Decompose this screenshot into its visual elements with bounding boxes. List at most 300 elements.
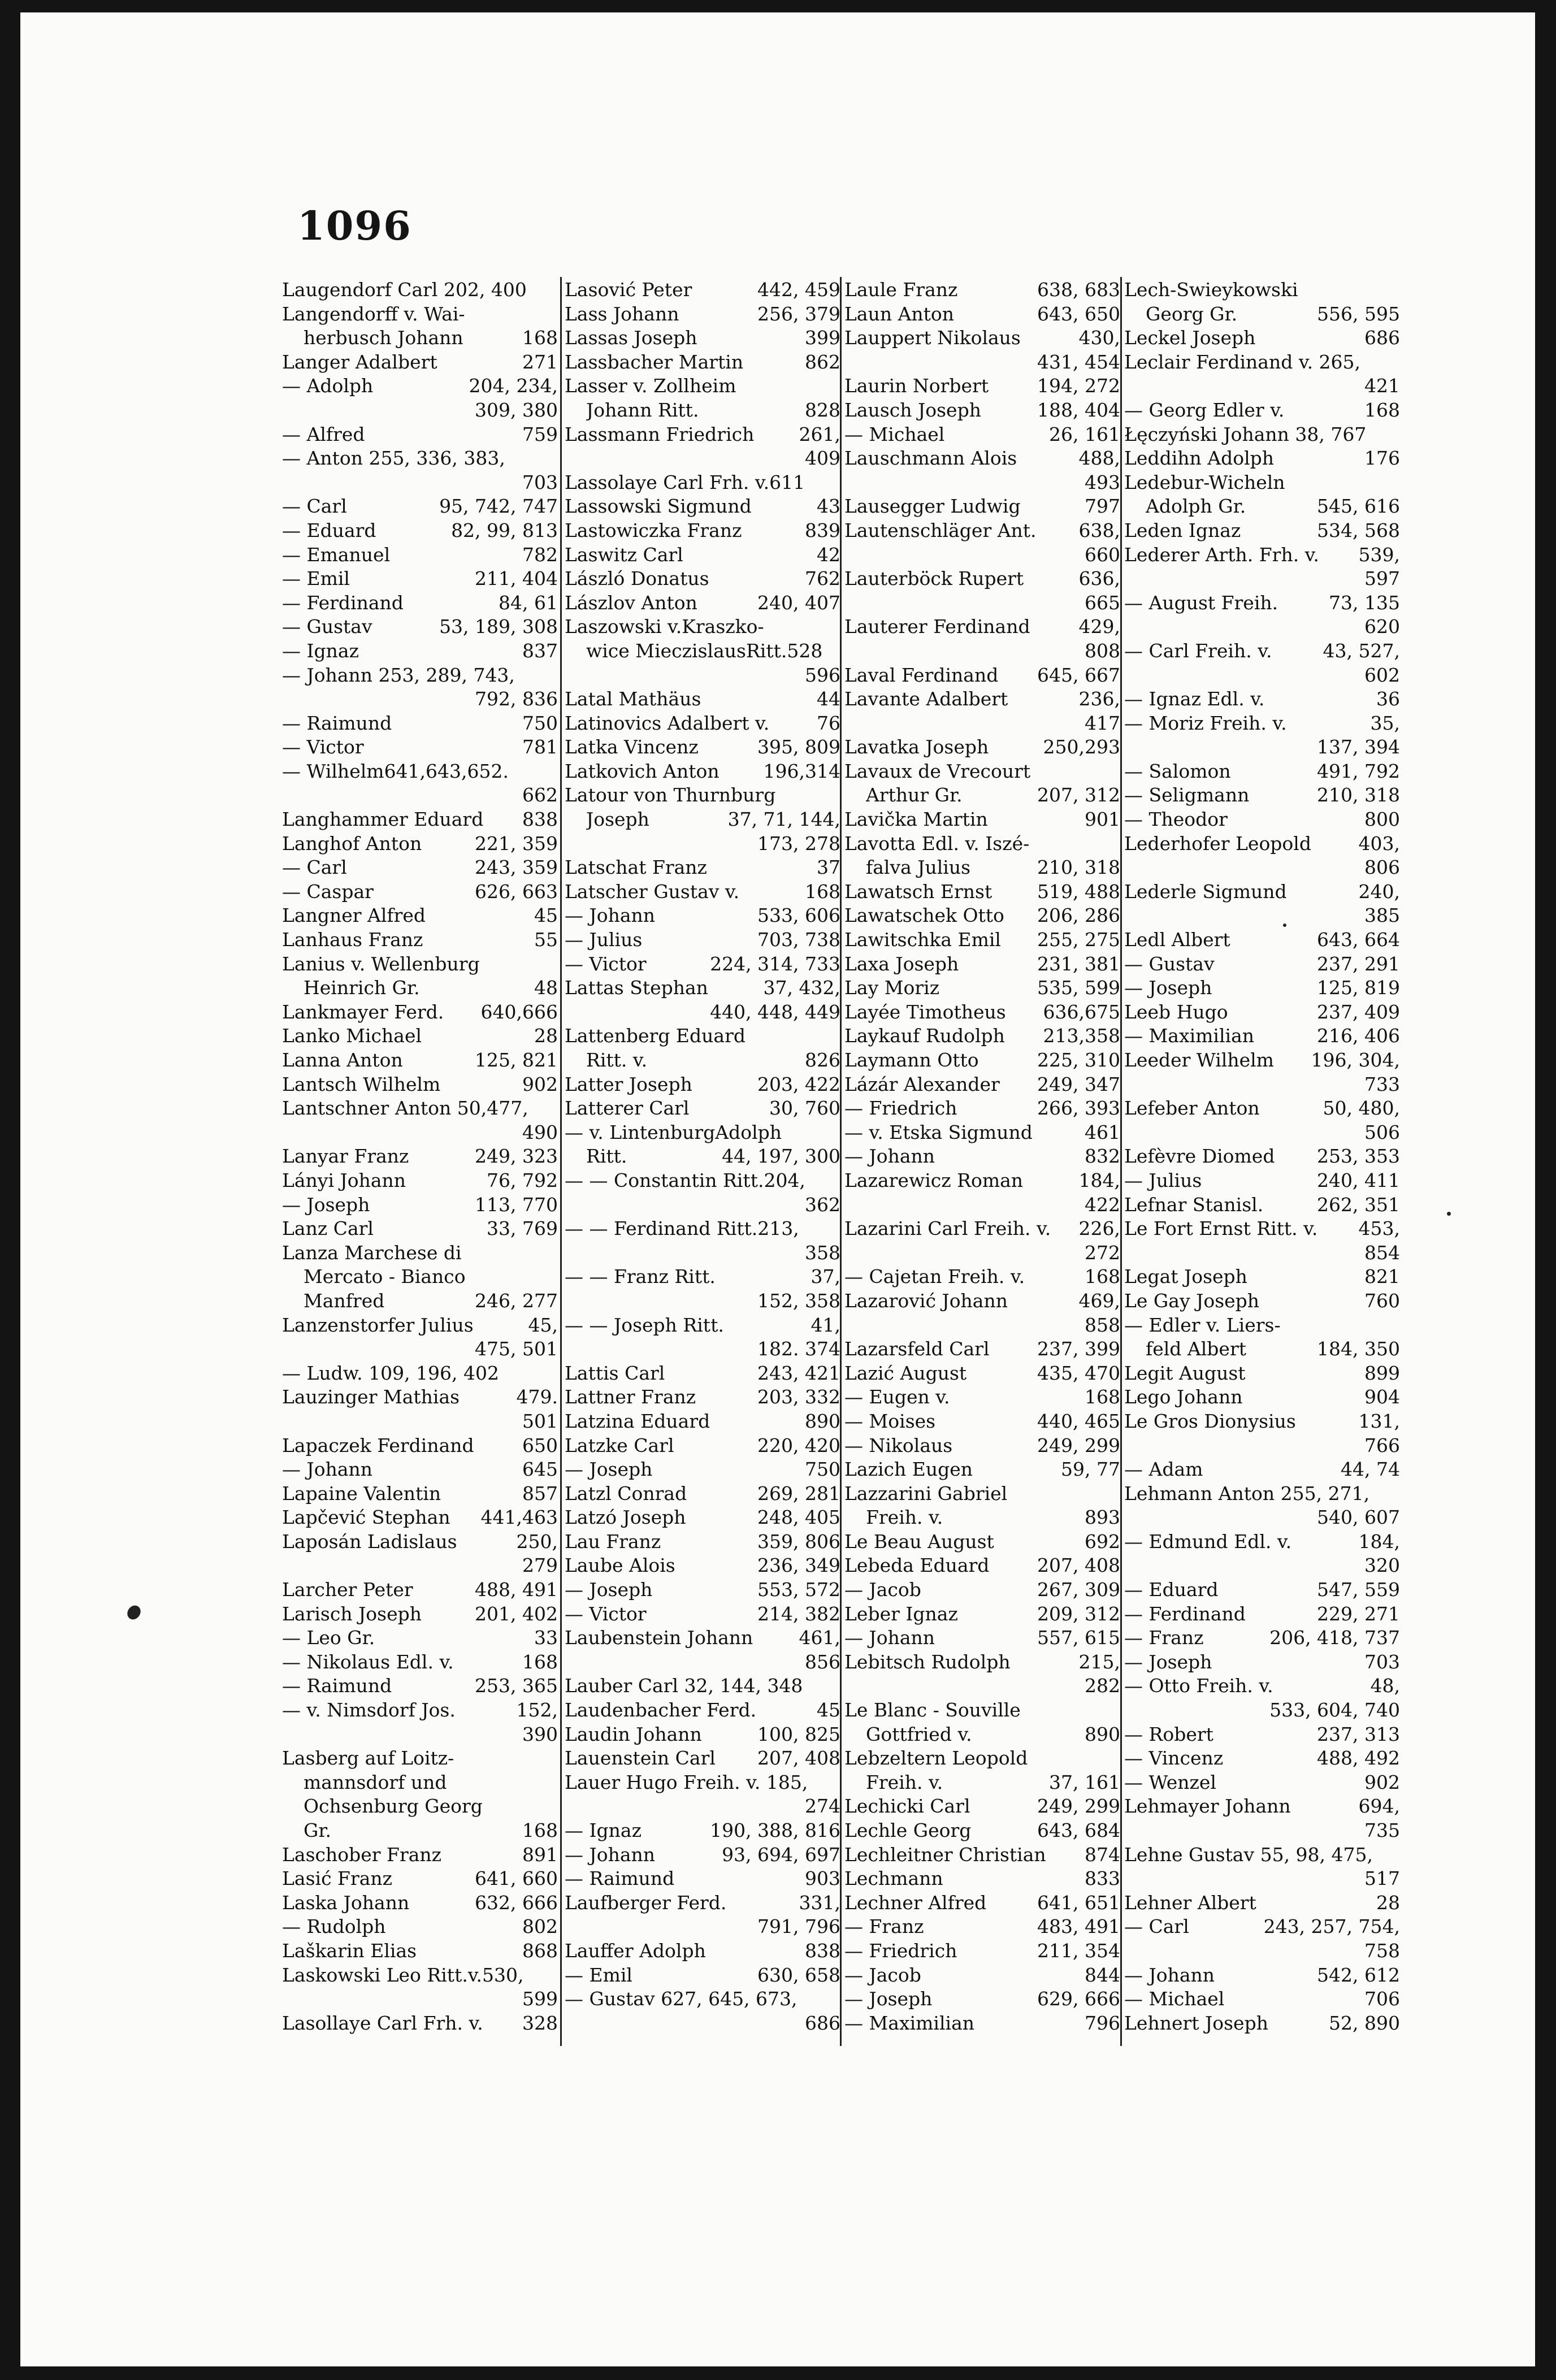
entry-name: Lászlov Anton (565, 591, 697, 614)
index-entry (282, 1650, 558, 1675)
entry-name (1124, 856, 1360, 880)
index-entry (1124, 1530, 1400, 1554)
entry-name: — Gustav 627, 645, 673, (565, 1988, 797, 2010)
entry-name: Lapaczek Ferdinand (282, 1434, 474, 1456)
entry-page-refs: 874 (1085, 1843, 1120, 1866)
entry-page-refs: 272 (1085, 1241, 1120, 1264)
entry-page-refs: 201, 402 (475, 1602, 558, 1625)
entry-page-refs: 28 (534, 1025, 558, 1047)
index-column-2 (565, 278, 840, 2035)
entry-name: Langner Alfred (282, 904, 426, 927)
entry-page-refs: 645 (522, 1458, 558, 1481)
index-entry (282, 2011, 558, 2036)
index-entry (1124, 350, 1400, 375)
entry-page-refs: 893 (1085, 1506, 1120, 1529)
entry-page-refs: 545, 616 (1317, 495, 1400, 518)
entry-name: Le Beau August (844, 1530, 994, 1553)
index-entry (844, 615, 1120, 639)
entry-page-refs: 782 (522, 543, 558, 566)
entry-page-refs (1116, 1746, 1120, 1771)
entry-name: — Johann (282, 1458, 373, 1481)
entry-page-refs: 417 (1085, 712, 1120, 734)
entry-page-refs: 665 (1085, 591, 1120, 614)
entry-name: — — Franz Ritt. (565, 1265, 716, 1288)
entry-page-refs: 44, 197, 300 (722, 1145, 840, 1168)
ink-speck (1447, 1212, 1451, 1216)
entry-page-refs: 188, 404 (1037, 398, 1120, 421)
index-entry (844, 1843, 1120, 1867)
entry-page-refs: 821 (1364, 1265, 1400, 1288)
entry-name (1124, 1867, 1360, 1891)
entry-name: Lantschner Anton 50,477, (282, 1097, 528, 1120)
entry-name: Latour von Thurnburg (565, 784, 776, 807)
entry-name: Laule Franz (844, 279, 958, 301)
index-entry (1124, 302, 1400, 327)
entry-page-refs (836, 374, 840, 398)
entry-page-refs: 826 (805, 1049, 840, 1071)
index-entry (844, 1987, 1120, 2011)
entry-page-refs: 902 (522, 1073, 558, 1095)
entry-name: Lazarini Carl Freih. v. (844, 1217, 1051, 1240)
entry-page-refs: 733 (1364, 1073, 1400, 1095)
entry-name: Lanzenstorfer Julius (282, 1313, 474, 1336)
entry-name (844, 1193, 1080, 1217)
index-entry (282, 1602, 558, 1627)
entry-page-refs: 237, 291 (1317, 952, 1400, 975)
index-entry (565, 1217, 840, 1241)
entry-page-refs: 320 (1364, 1554, 1400, 1577)
entry-page-refs (553, 1794, 558, 1819)
entry-page-refs: 256, 379 (757, 302, 840, 325)
entry-name: Latter Joseph (565, 1073, 692, 1095)
entry-name: Lauber Carl 32, 144, 348 (565, 1675, 803, 1697)
index-entry (844, 1048, 1120, 1073)
entry-page-refs: 168 (805, 880, 840, 903)
entry-name: Lazich Eugen (844, 1458, 973, 1481)
entry-name: — Michael (844, 423, 945, 445)
entry-page-refs: 602 (1364, 664, 1400, 686)
index-entry (1124, 1121, 1400, 1145)
entry-page-refs (553, 952, 558, 977)
entry-name: — Ferdinand (1124, 1602, 1246, 1625)
index-entry (565, 1819, 840, 1843)
entry-page-refs: 662 (522, 784, 558, 807)
entry-page-refs: 441,463 (480, 1506, 558, 1529)
entry-page-refs: 43 (817, 495, 840, 518)
entry-name: Freih. v. (866, 1506, 943, 1529)
entry-name: Lefeber Anton (1124, 1097, 1260, 1120)
index-entry (844, 1289, 1120, 1313)
index-entry (844, 1674, 1120, 1698)
entry-name: — Gustav (282, 615, 372, 638)
entry-page-refs: 243, 359 (475, 856, 558, 879)
index-entry (844, 1650, 1120, 1675)
index-entry (282, 856, 558, 880)
entry-page-refs: 556, 595 (1317, 302, 1400, 325)
entry-page-refs: 385 (1364, 904, 1400, 927)
entry-page-refs: 891 (522, 1843, 558, 1866)
index-entry (844, 1915, 1120, 1939)
entry-name: Lavante Adalbert (844, 688, 1008, 710)
entry-page-refs: 131, (1358, 1410, 1400, 1432)
entry-name: — Seligmann (1124, 784, 1250, 807)
index-entry (844, 1723, 1120, 1747)
index-entry (1124, 1626, 1400, 1650)
index-entry (565, 1193, 840, 1217)
entry-page-refs: 255, 275 (1037, 929, 1120, 951)
entry-name: — Robert (1124, 1723, 1213, 1745)
entry-page-refs (1395, 1843, 1400, 1867)
index-entry (1124, 278, 1400, 302)
entry-page-refs: 240, 411 (1317, 1169, 1400, 1191)
index-entry (565, 1771, 840, 1795)
index-entry (282, 1891, 558, 1915)
entry-page-refs (836, 783, 840, 808)
index-entry (844, 976, 1120, 1000)
entry-name (1124, 664, 1360, 688)
entry-name (282, 398, 470, 423)
entry-page-refs: 207, 408 (1037, 1554, 1120, 1577)
entry-page-refs: 28 (1376, 1891, 1400, 1914)
entry-page-refs: 262, 351 (1317, 1193, 1400, 1216)
index-entry (565, 495, 840, 519)
entry-name: Lasser v. Zollheim (565, 375, 736, 397)
entry-page-refs: 475, 501 (475, 1338, 558, 1360)
entry-page-refs: 82, 99, 813 (451, 519, 558, 541)
index-entry (844, 567, 1120, 591)
entry-name: — Joseph (1124, 1650, 1212, 1673)
index-entry (844, 1482, 1120, 1506)
entry-name: Lechner Alfred (844, 1891, 987, 1914)
entry-page-refs: 808 (1085, 639, 1120, 662)
index-entry (282, 760, 558, 784)
entry-name: Latzina Eduard (565, 1410, 710, 1432)
index-entry (565, 639, 840, 664)
entry-page-refs: 216, 406 (1317, 1025, 1400, 1047)
entry-name: Latschat Franz (565, 856, 707, 879)
entry-page-refs (553, 1963, 558, 1988)
entry-name (844, 639, 1080, 664)
entry-page-refs: 735 (1364, 1819, 1400, 1841)
entry-name: Lechicki Carl (844, 1795, 970, 1818)
index-entry (844, 1434, 1120, 1458)
entry-name: — Jacob (844, 1963, 921, 1986)
entry-page-refs: 557, 615 (1037, 1627, 1120, 1649)
entry-page-refs: 182. 374 (757, 1338, 840, 1360)
entry-page-refs: 453, (1358, 1217, 1400, 1240)
index-entry (565, 1362, 840, 1386)
index-entry (844, 423, 1120, 447)
index-entry (565, 1674, 840, 1698)
entry-name: Le Fort Ernst Ritt. v. (1124, 1217, 1318, 1240)
entry-page-refs: 43, 527, (1323, 639, 1400, 662)
entry-page-refs: 442, 459 (757, 279, 840, 301)
entry-name: Ochsenburg Georg (304, 1795, 483, 1818)
index-entry (565, 1265, 840, 1289)
entry-name: Lauterer Ferdinand (844, 615, 1030, 638)
entry-page-refs: 137, 394 (1317, 736, 1400, 758)
entry-name: Lassmann Friedrich (565, 423, 755, 445)
entry-name: — Friedrich (844, 1939, 957, 1962)
entry-page-refs: 837 (522, 639, 558, 662)
index-entry (282, 808, 558, 832)
entry-name (1124, 735, 1312, 760)
entry-page-refs: 533, 606 (757, 904, 840, 927)
index-entry (844, 1626, 1120, 1650)
entry-name: — Cajetan Freih. v. (844, 1265, 1025, 1288)
entry-page-refs (553, 1241, 558, 1265)
entry-name: Lasollaye Carl Frh. v. (282, 2011, 483, 2034)
entry-name: Lederhofer Leopold (1124, 832, 1311, 855)
entry-page-refs: 48 (534, 977, 558, 999)
entry-page-refs: 490 (522, 1121, 558, 1143)
entry-page-refs: 176 (1364, 447, 1400, 470)
entry-name: Latka Vincenz (565, 736, 699, 758)
index-entry (844, 1193, 1120, 1217)
entry-page-refs: 48, (1370, 1675, 1400, 1697)
entry-name: Lassowski Sigmund (565, 495, 752, 518)
entry-page-refs: 211, 354 (1037, 1939, 1120, 1962)
entry-name: Lanius v. Wellenburg (282, 952, 480, 975)
index-entry (844, 928, 1120, 952)
index-entry (565, 1891, 840, 1915)
entry-name: Leeb Hugo (1124, 1000, 1228, 1023)
entry-name: — v. LintenburgAdolph (565, 1121, 782, 1143)
entry-page-refs: 899 (1364, 1362, 1400, 1384)
entry-name (565, 1000, 705, 1025)
index-entry (565, 1915, 840, 1939)
entry-name: Lassas Joseph (565, 327, 697, 349)
entry-name: — Johann (844, 1627, 935, 1649)
entry-page-refs: 220, 420 (757, 1434, 840, 1456)
entry-name: Lehne Gustav 55, 98, 475, (1124, 1843, 1373, 1866)
entry-page-refs: 792, 836 (475, 688, 558, 710)
entry-name: — Joseph (565, 1579, 653, 1601)
index-entry (1124, 832, 1400, 856)
index-entry (1124, 446, 1400, 471)
index-entry (282, 639, 558, 664)
entry-name (1124, 1073, 1360, 1097)
entry-page-refs: 237, 313 (1317, 1723, 1400, 1745)
entry-page-refs: 184, 350 (1317, 1338, 1400, 1360)
index-entry (282, 1482, 558, 1506)
index-entry (282, 1698, 558, 1723)
entry-name: Laskowski Leo Ritt.v.530, (282, 1963, 524, 1986)
index-entry (565, 1794, 840, 1819)
index-entry (282, 1313, 558, 1338)
entry-page-refs: 253, 353 (1317, 1145, 1400, 1168)
entry-name: Lanhaus Franz (282, 929, 423, 951)
index-entry (565, 1241, 840, 1265)
index-entry (844, 904, 1120, 928)
entry-page-refs (1395, 1482, 1400, 1506)
entry-page-refs: 240, (1358, 880, 1400, 903)
index-entry (282, 1578, 558, 1602)
entry-name: Joseph (586, 808, 649, 831)
entry-name: — Wilhelm641,643,652. (282, 760, 509, 782)
entry-name: — Moises (844, 1410, 936, 1432)
entry-page-refs: 409 (805, 447, 840, 470)
entry-name: — Ignaz (565, 1819, 642, 1841)
entry-page-refs: 440, 465 (1037, 1410, 1120, 1432)
entry-page-refs: 207, 408 (757, 1747, 840, 1770)
entry-name: Le Gros Dionysius (1124, 1410, 1296, 1432)
entry-name: Laubenstein Johann (565, 1627, 753, 1649)
entry-name: — Carl Freih. v. (1124, 639, 1272, 662)
entry-page-refs: 390 (522, 1723, 558, 1745)
entry-page-refs: 168 (1085, 1386, 1120, 1408)
entry-name: — Joseph (282, 1193, 370, 1216)
index-entry (282, 1410, 558, 1434)
entry-name: — Edler v. Liers- (1124, 1313, 1281, 1336)
entry-name: — Emil (565, 1963, 632, 1986)
index-entry (1124, 1867, 1400, 1891)
index-entry (1124, 1554, 1400, 1578)
entry-page-refs: 243, 257, 754, (1263, 1915, 1400, 1938)
entry-name: Langhof Anton (282, 832, 422, 855)
entry-page-refs: 758 (1364, 1939, 1400, 1962)
index-entry (282, 615, 558, 639)
entry-name: — Emanuel (282, 543, 391, 566)
entry-name: Larisch Joseph (282, 1602, 422, 1625)
index-entry (844, 1385, 1120, 1410)
index-entry (282, 687, 558, 712)
index-entry (282, 1987, 558, 2011)
entry-name (565, 1337, 753, 1362)
entry-page-refs: 694, (1358, 1795, 1400, 1818)
entry-name: Lavaux de Vrecourt (844, 760, 1031, 782)
entry-name: Laufberger Ferd. (565, 1891, 727, 1914)
entry-page-refs: 806 (1364, 856, 1400, 879)
index-entry (844, 1024, 1120, 1048)
entry-name: Legit August (1124, 1362, 1246, 1384)
entry-name (565, 446, 800, 471)
index-entry (565, 278, 840, 302)
index-entry (282, 1939, 558, 1963)
index-entry (282, 1963, 558, 1988)
index-entry (1124, 1939, 1400, 1963)
index-entry (1124, 760, 1400, 784)
entry-page-refs: 194, 272 (1037, 375, 1120, 397)
entry-page-refs: 759 (522, 423, 558, 445)
entry-name: Laschober Franz (282, 1843, 442, 1866)
index-entry (1124, 1650, 1400, 1675)
entry-name (565, 1915, 753, 1939)
entry-name: Laykauf Rudolph (844, 1025, 1005, 1047)
entry-page-refs: 37, (810, 1265, 840, 1288)
entry-name: Laswitz Carl (565, 543, 683, 566)
entry-name: Laudin Johann (565, 1723, 702, 1745)
index-entry (282, 519, 558, 543)
index-entry (565, 687, 840, 712)
index-entry (844, 1963, 1120, 1988)
entry-page-refs: 250,293 (1043, 736, 1120, 758)
entry-page-refs: 517 (1364, 1867, 1400, 1890)
entry-name: — August Freih. (1124, 591, 1278, 614)
index-column-3 (844, 278, 1120, 2035)
entry-page-refs (836, 639, 840, 664)
entry-page-refs: 168 (1085, 1265, 1120, 1288)
entry-page-refs (553, 278, 558, 302)
entry-name: Latzó Joseph (565, 1506, 686, 1529)
entry-page-refs: 643, 650 (1037, 302, 1120, 325)
entry-name: Lankmayer Ferd. (282, 1000, 444, 1023)
entry-page-refs: 37, 161 (1049, 1771, 1120, 1793)
entry-name: mannsdorf und (304, 1771, 447, 1793)
entry-page-refs: 44, 74 (1341, 1458, 1400, 1481)
entry-name: wice MieczislausRitt.528 (586, 639, 823, 662)
index-entry (282, 952, 558, 977)
entry-name: Gottfried v. (866, 1723, 972, 1745)
entry-page-refs: 125, 819 (1317, 977, 1400, 999)
index-entry (565, 1385, 840, 1410)
entry-page-refs: 422 (1085, 1193, 1120, 1216)
entry-page-refs: 703, 738 (757, 929, 840, 951)
index-entry (844, 760, 1120, 784)
index-entry (565, 832, 840, 856)
entry-name: Lastowiczka Franz (565, 519, 742, 541)
entry-name: Latinovics Adalbert v. (565, 712, 770, 734)
entry-name: Lavička Martin (844, 808, 988, 831)
entry-page-refs: 844 (1085, 1963, 1120, 1986)
entry-page-refs: 506 (1364, 1121, 1400, 1143)
entry-name: — — Constantin Ritt.204, (565, 1169, 805, 1191)
entry-name: — Victor (565, 1602, 647, 1625)
entry-name: Freih. v. (866, 1771, 943, 1793)
index-entry (282, 976, 558, 1000)
entry-name: Laudenbacher Ferd. (565, 1699, 757, 1722)
index-entry (1124, 1987, 1400, 2011)
entry-name: — Vincenz (1124, 1747, 1224, 1770)
entry-name: Latal Mathäus (565, 688, 701, 710)
entry-name (1124, 615, 1360, 639)
entry-page-refs (553, 1362, 558, 1386)
entry-page-refs: 890 (1085, 1723, 1120, 1745)
entry-name (1124, 1241, 1360, 1265)
entry-name: — Maximilian (844, 2011, 975, 2034)
index-entry (565, 928, 840, 952)
entry-name: Lehmann Anton 255, 271, (1124, 1482, 1370, 1505)
index-entry (1124, 1434, 1400, 1458)
entry-page-refs: 250, (516, 1530, 558, 1553)
entry-page-refs: 225, 310 (1037, 1049, 1120, 1071)
index-entry (282, 1530, 558, 1554)
index-entry (565, 423, 840, 447)
index-entry (565, 567, 840, 591)
entry-page-refs (1395, 278, 1400, 302)
entry-page-refs: 113, 770 (475, 1193, 558, 1216)
index-entry (844, 1554, 1120, 1578)
entry-page-refs: 168 (522, 1650, 558, 1673)
index-entry (1124, 735, 1400, 760)
index-entry (1124, 1193, 1400, 1217)
entry-page-refs: 35, (1370, 712, 1400, 734)
entry-page-refs (553, 1265, 558, 1289)
index-entry (1124, 471, 1400, 495)
index-entry (844, 1891, 1120, 1915)
index-entry (1124, 1771, 1400, 1795)
entry-page-refs: 45 (534, 904, 558, 927)
index-entry (1124, 615, 1400, 639)
entry-page-refs: 204, 234, (469, 375, 558, 397)
index-entry (282, 471, 558, 495)
index-entry (1124, 1746, 1400, 1771)
entry-page-refs (836, 1024, 840, 1048)
entry-name: Johann Ritt. (586, 398, 699, 421)
entry-page-refs (553, 760, 558, 784)
entry-name (1124, 1698, 1265, 1723)
entry-name (565, 1289, 753, 1313)
